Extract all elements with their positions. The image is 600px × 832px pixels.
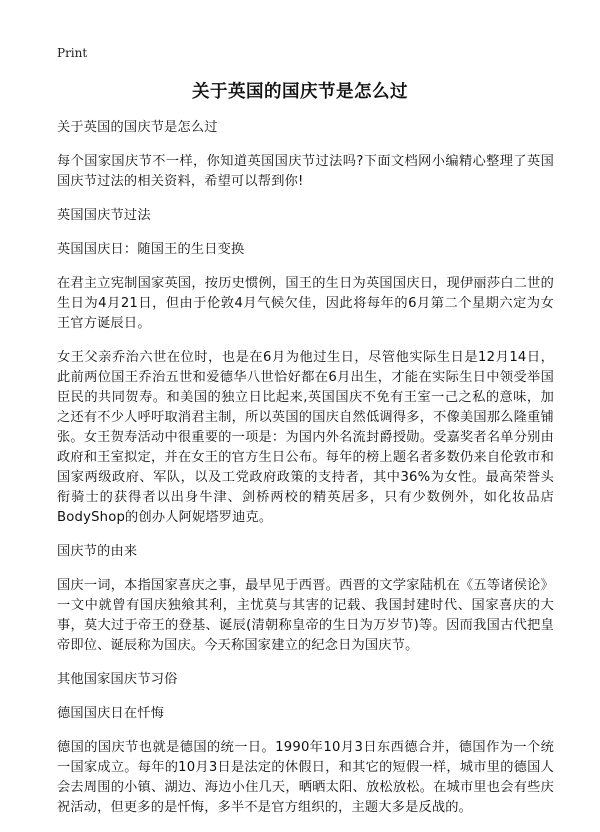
body-paragraph: 女王父亲乔治六世在位时，也是在6月为他过生日，尽管他实际生日是12月14日，此前两位国王乔治五世和爱德华八世恰好都在6月出生，才能在实际生日中领受举国臣民的共同贺寿。和美国的独立日比起来,英国国庆不免有王室一己之私的意味，加之还有不少人呼吁取消君主制，所以英国的国庆自然低调得多，不像美国那么隆重铺张。女王贺寿活动中很重要的一项是：为国内外名流封爵授勋。受嘉奖者名单分别由政府和王室拟定，并在女王的官方生日公布。每年的榜上题名者多数仍来自伦敦市和国家两级政府、军队，以及工党政府政策的支持者，其中36%为女性。最高荣誉头衔骑士的获得者以出身牛津、剑桥两校的精英居多，只有少数例外，如化妆品店BodyShop的创办人阿妮塔罗迪克。 xyxy=(57,350,554,525)
subtitle-paragraph: 关于英国的国庆节是怎么过 xyxy=(57,120,218,135)
document-body xyxy=(57,118,554,832)
body-paragraph: 在君主立宪制国家英国，按历史惯例，国王的生日为英国国庆日，现伊丽莎白二世的生日为4月21日，但由于伦敦4月气候欠佳，因此将每年的6月第二个星期六定为女王官方诞辰日。 xyxy=(57,276,554,331)
page-title: 关于英国的国庆节是怎么过 xyxy=(192,82,408,102)
body-paragraph: 国庆一词，本指国家喜庆之事，最早见于西晋。西晋的文学家陆机在《五等诸侯论》一文中就曾有国庆独飨其利，主忧莫与其害的记载、我国封建时代、国家喜庆的大事，莫大过于帝王的登基、诞辰(清朝称皇帝的生日为万岁节)等。因而我国古代把皇帝即位、诞辰称为国庆。今天称国家建立的纪念日为国庆节。 xyxy=(57,578,554,653)
section-heading-national-day: 英国国庆日：随国王的生日变换 xyxy=(57,242,245,257)
section-heading-other-countries: 其他国家国庆节习俗 xyxy=(57,672,178,687)
section-heading-celebration: 英国国庆节过法 xyxy=(57,208,151,223)
print-label: Print xyxy=(57,46,88,60)
section-heading-origin: 国庆节的由来 xyxy=(57,544,138,559)
section-heading-germany: 德国国庆日在忏悔 xyxy=(57,706,165,721)
body-paragraph: 德国的国庆节也就是德国的统一日。1990年10月3日东西德合并，德国作为一个统一国家成立。每年的10月3日是法定的休假日，和其它的短假一样，城市里的德国人会去周围的小镇、湖边、海边小住几天，晒晒太阳、放松放松。在城市里也会有些庆祝活动，但更多的是忏悔，多半不是官方组织的，主题大多是反战的。 xyxy=(57,740,554,815)
intro-paragraph: 每个国家国庆节不一样，你知道英国国庆节过法吗?下面文档网小编精心整理了英国国庆节过法的相关资料，希望可以帮到你! xyxy=(57,154,554,189)
